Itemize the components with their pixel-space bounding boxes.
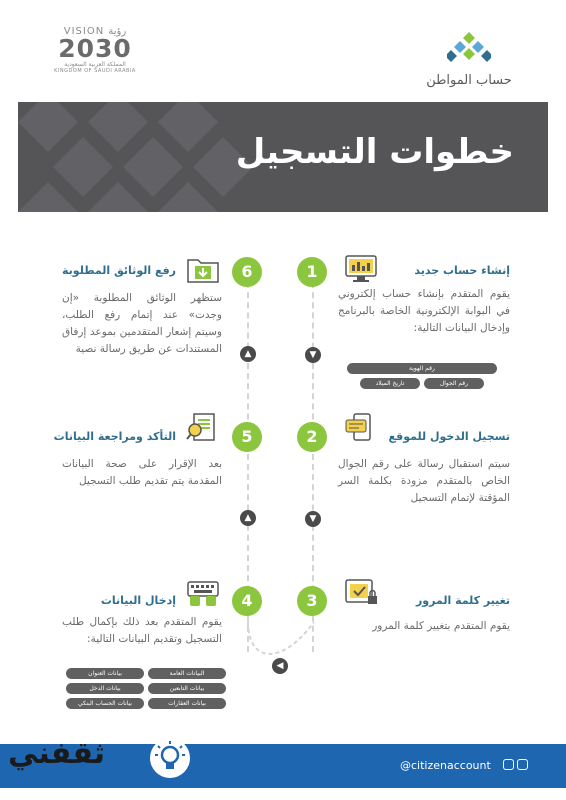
step-1-number: 1 (297, 257, 327, 287)
tag-mobile-number: رقم الجوال (424, 378, 484, 389)
page-title: خطوات التسجيل (235, 132, 514, 172)
chevron-up-icon: ▲ (240, 346, 256, 362)
lightbulb-logo-icon (150, 738, 190, 778)
step-5-number: 5 (232, 422, 262, 452)
kingdom-arabic: المملكة العربية السعودية (64, 61, 126, 68)
folder-upload-icon (186, 254, 220, 284)
social-icons (503, 759, 528, 770)
account-handle[interactable]: @citizenaccount (400, 759, 491, 772)
vision-label: VISION (63, 26, 105, 37)
timeline-curve (226, 622, 346, 682)
step-2-number: 2 (297, 422, 327, 452)
step-2-body: سيتم استقبال رسالة على رقم الجوال الخاص بالمتقدم مزودة بكلمة السر المؤقتة لإتمام التسجيل (338, 458, 510, 504)
citizen-account-logo (414, 32, 524, 88)
step-3-title: تغيير كلمة المرور (415, 594, 510, 607)
brand-mark-icon (447, 32, 491, 66)
step-3-body: يقوم المتقدم بتغيير كلمة المرور (372, 620, 510, 632)
vision-arabic: رؤية (108, 26, 127, 37)
step-4-number: 4 (232, 586, 262, 616)
vision-year: 2030 (58, 34, 132, 63)
brand-name: حساب المواطن (426, 73, 512, 88)
step-1-body: يقوم المتقدم بإنشاء حساب إلكتروني في البوابة الإلكترونية الخاصة بالبرنامج وإدخال البيانات التالية: (338, 288, 510, 334)
twitter-icon[interactable] (503, 759, 514, 770)
step-4-body: يقوم المتقدم بعد ذلك بإكمال طلب التسجيل وتقديم البيانات التالية: (62, 616, 222, 645)
step-6-body: ستظهر الوثائق المطلوبة «إن وجدت» عند إتمام رفع الطلب، وسيتم إشعار المتقدمين بموعد إرفاق المستندات عن طريق رسالة نصية (62, 292, 222, 355)
step-6-number: 6 (232, 257, 262, 287)
chevron-down-icon: ▼ (305, 511, 321, 527)
tag-bank-account-data: بيانات الحساب البنكي (66, 698, 144, 709)
tag-address-data: بيانات العنوان (66, 668, 144, 679)
document-search-icon (186, 412, 220, 442)
vision-2030-logo (40, 26, 150, 74)
mobile-message-icon (344, 412, 378, 442)
password-screen-icon (344, 578, 378, 608)
title-banner (18, 102, 548, 212)
step-3-number: 3 (297, 586, 327, 616)
tag-dependents-data: بيانات التابعين (148, 683, 226, 694)
step-5-body: بعد الإقرار على صحة البيانات المقدمة يتم تقديم طلب التسجيل (62, 458, 222, 487)
chevron-left-icon: ◀ (272, 658, 288, 674)
kingdom-english: KINGDOM OF SAUDI ARABIA (54, 68, 136, 74)
chevron-up-icon: ▲ (240, 510, 256, 526)
step-4-title: إدخال البيانات (100, 594, 176, 607)
keyboard-hands-icon (186, 578, 220, 608)
tag-income-data: بيانات الدخل (66, 683, 144, 694)
youtube-icon[interactable] (517, 759, 528, 770)
step-1-title: إنشاء حساب جديد (414, 264, 510, 277)
step-1-tags (334, 355, 510, 389)
step-5-title: التأكد ومراجعة البيانات (53, 430, 176, 443)
step-4-tags (66, 668, 226, 709)
step-2-title: تسجيل الدخول للموقع (388, 430, 510, 443)
monitor-chart-icon (344, 254, 378, 284)
tag-real-estate-data: بيانات العقارات (148, 698, 226, 709)
site-logo-text: ثقفني (8, 736, 106, 771)
tag-id-number: رقم الهوية (347, 363, 497, 374)
tag-birth-date: تاريخ الميلاد (360, 378, 420, 389)
step-6-title: رفع الوثائق المطلوبة (62, 264, 176, 277)
chevron-down-icon: ▼ (305, 347, 321, 363)
tag-general-data: البيانات العامة (148, 668, 226, 679)
